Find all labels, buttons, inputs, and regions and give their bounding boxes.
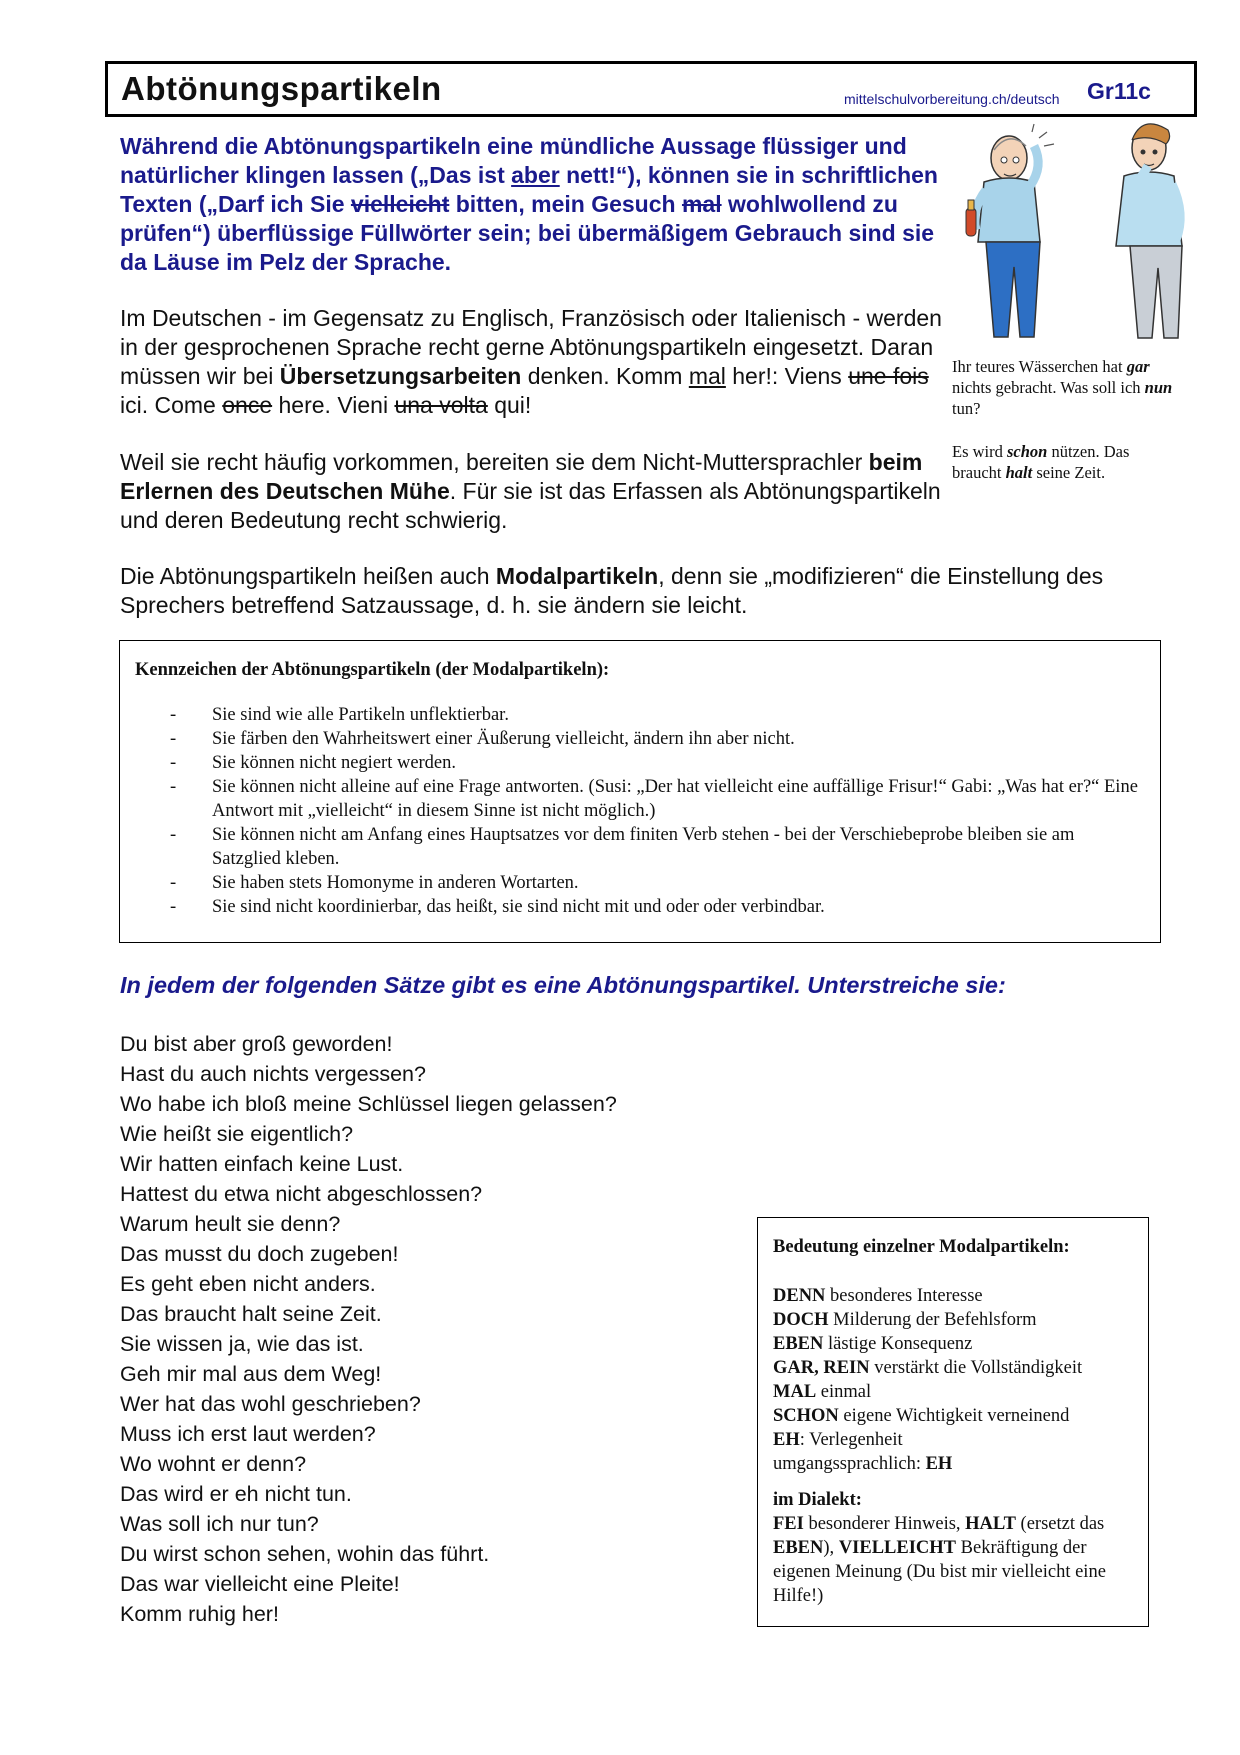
page-title: Abtönungspartikeln — [121, 70, 442, 107]
list-item: Sie wissen ja, wie das ist. — [120, 1332, 364, 1356]
meaning-desc: verstärkt die Vollständigkeit — [869, 1358, 1083, 1378]
meaning-desc: (ersetzt das — [1015, 1514, 1105, 1534]
para-text: Die Abtönungspartikeln heißen auch — [120, 563, 496, 589]
caption-emphasis: gar — [1126, 357, 1150, 376]
para-struck: once — [222, 392, 273, 418]
intro-struck: vielleicht — [350, 191, 450, 217]
caption-text: tun? — [952, 399, 981, 418]
para-bold: Übersetzungsarbeiten — [279, 363, 522, 389]
list-item: Wo habe ich bloß meine Schlüssel liegen gelassen? — [120, 1092, 617, 1116]
meaning-term: DENN — [773, 1286, 826, 1306]
caption-emphasis: halt — [1005, 463, 1033, 482]
list-item: Hast du auch nichts vergessen? — [120, 1062, 426, 1086]
list-item-text: Sie sind wie alle Partikeln unflektierbar. — [212, 705, 509, 725]
intro-underlined: aber — [511, 162, 560, 188]
meaning-term: DOCH — [773, 1310, 829, 1330]
list-item: Das musst du doch zugeben! — [120, 1242, 399, 1266]
dialect-section — [773, 1488, 1138, 1608]
meaning-term: EBEN — [773, 1538, 824, 1558]
bullet: - — [170, 825, 177, 845]
para-text: . Für sie ist das Erfassen als Abtönungspartikeln und deren Bedeutung recht schwierig. — [120, 478, 941, 533]
list-item-text: Sie können nicht am Anfang eines Hauptsatzes vor dem finiten Verb stehen - bei der Verschiebeprobe bleiben sie am Satzglied kleben. — [212, 825, 1075, 869]
list-item: Das wird er eh nicht tun. — [120, 1482, 352, 1506]
para-text: Im Deutschen - im Gegensatz zu Englisch, Französisch oder Italienisch - werden in der gesprochenen Sprache recht gerne Abtönungspartikeln eingesetzt. Daran müssen wir bei — [120, 305, 942, 389]
para-text: her!: Viens — [725, 363, 849, 389]
caption-emphasis: schon — [1007, 442, 1048, 461]
list-item: Muss ich erst laut werden? — [120, 1422, 376, 1446]
list-item: Was soll ich nur tun? — [120, 1512, 319, 1536]
illustration-caption-2 — [952, 441, 1182, 483]
dialect-text — [773, 1512, 1138, 1608]
meaning-entry — [773, 1284, 1133, 1308]
list-item: Es geht eben nicht anders. — [120, 1272, 376, 1296]
list-item: Du bist aber groß geworden! — [120, 1032, 393, 1056]
caption-text: nichts gebracht. Was soll ich — [952, 378, 1145, 397]
source-url: mittelschulvorbereitung.ch/deutsch — [844, 91, 1060, 107]
meaning-entry — [773, 1380, 1133, 1404]
meaning-desc: besonderes Interesse — [825, 1286, 983, 1306]
meaning-desc: Milderung der Befehlsform — [828, 1310, 1037, 1330]
meanings-box — [757, 1217, 1149, 1627]
list-item: Geh mir mal aus dem Weg! — [120, 1362, 382, 1386]
bullet: - — [170, 705, 177, 725]
caption-text: Es wird — [952, 442, 1007, 461]
list-item: Warum heult sie denn? — [120, 1212, 341, 1236]
meaning-desc: ), — [823, 1538, 839, 1558]
exercise-sentences — [120, 1029, 617, 1629]
meaning-desc: : Verlegenheit — [799, 1430, 903, 1450]
intro-struck: mal — [681, 191, 722, 217]
list-item: Wo wohnt er denn? — [120, 1452, 307, 1476]
features-box — [119, 640, 1161, 943]
meaning-entry — [773, 1404, 1133, 1428]
list-item: Das war vielleicht eine Pleite! — [120, 1572, 400, 1596]
caption-text: nützen. Das braucht — [952, 442, 1130, 482]
illustration-caption-1 — [952, 356, 1182, 419]
caption-text: seine Zeit. — [1032, 463, 1106, 482]
list-item-text: Sie haben stets Homonyme in anderen Wortarten. — [212, 873, 579, 893]
para-text: ici. Come — [120, 392, 223, 418]
list-item — [135, 703, 1145, 727]
list-item: Hattest du etwa nicht abgeschlossen? — [120, 1182, 483, 1206]
intro-text: Während die Abtönungspartikeln eine mündliche Aussage flüssiger und natürlicher klingen lassen („Das ist — [120, 133, 907, 188]
list-item — [135, 823, 1145, 871]
features-list — [135, 703, 1145, 919]
bullet: - — [170, 777, 177, 797]
meaning-entry — [773, 1356, 1133, 1380]
meaning-desc: umgangssprachlich: — [773, 1454, 926, 1474]
meaning-desc: einmal — [816, 1382, 872, 1402]
bullet: - — [170, 753, 177, 773]
meaning-term: EBEN — [773, 1334, 824, 1354]
meaning-desc: besonderer Hinweis, — [803, 1514, 966, 1534]
list-item: Komm ruhig her! — [120, 1602, 279, 1626]
meaning-entry — [773, 1428, 1133, 1452]
intro-text: bitten, mein Gesuch — [449, 191, 682, 217]
list-item-text: Sie können nicht alleine auf eine Frage antworten. (Susi: „Der hat vielleicht eine auffällige Frisur!“ Gabi: „Was hat er?“ Eine Antwort mit „vielleicht“ in diesem Sinne ist nicht möglich.) — [212, 777, 1138, 821]
meaning-entry — [773, 1308, 1133, 1332]
list-item: Wie heißt sie eigentlich? — [120, 1122, 354, 1146]
meaning-entry — [773, 1332, 1133, 1356]
paragraph-modal — [120, 562, 1190, 620]
meaning-desc: lästige Konsequenz — [823, 1334, 973, 1354]
bullet: - — [170, 729, 177, 749]
features-title: Kennzeichen der Abtönungspartikeln (der Modalpartikeln): — [135, 660, 610, 680]
meaning-term: EH — [773, 1430, 800, 1450]
meaning-term: VIELLEICHT — [838, 1538, 957, 1558]
meanings-list — [773, 1284, 1133, 1476]
meaning-term: GAR, REIN — [773, 1358, 870, 1378]
cartoon-illustration — [944, 120, 1209, 342]
caption-emphasis: nun — [1144, 378, 1173, 397]
para-bold: beim Erlernen des Deutschen Mühe — [120, 449, 923, 504]
para-struck: una volta — [394, 392, 488, 418]
para-underlined: mal — [688, 363, 726, 389]
class-code: Gr11c — [1087, 78, 1151, 104]
list-item — [135, 895, 1145, 919]
para-text: here. Vieni — [272, 392, 395, 418]
intro-text: nett!“), können sie in schriftlichen Texten („Darf ich Sie — [120, 162, 938, 217]
list-item-text: Sie sind nicht koordinierbar, das heißt, sie sind nicht mit und oder oder verbindbar. — [212, 897, 825, 917]
meaning-desc: eigene Wichtigkeit verneinend — [838, 1406, 1070, 1426]
meaning-term: EH — [925, 1454, 953, 1474]
caption-text: Ihr teures Wässerchen hat — [952, 357, 1127, 376]
list-item: Wir hatten einfach keine Lust. — [120, 1152, 404, 1176]
bald-man-figure — [966, 124, 1054, 337]
list-item-text: Sie färben den Wahrheitswert einer Äußerung vielleicht, ändern ihn aber nicht. — [212, 729, 795, 749]
paragraph-translation — [120, 304, 950, 420]
meaning-term: SCHON — [773, 1406, 839, 1426]
para-struck: une fois — [848, 363, 929, 389]
paragraph-difficulty — [120, 448, 950, 535]
list-item — [135, 775, 1145, 823]
dialect-title: im Dialekt: — [773, 1490, 862, 1510]
header-box — [105, 61, 1197, 117]
meaning-term: MAL — [773, 1382, 817, 1402]
thinking-man-figure — [1116, 124, 1182, 338]
meanings-title: Bedeutung einzelner Modalpartikeln: — [773, 1237, 1070, 1257]
meaning-term: FEI — [773, 1514, 804, 1534]
para-text: denken. Komm — [521, 363, 689, 389]
intro-paragraph — [120, 132, 950, 277]
list-item — [135, 751, 1145, 775]
bullet: - — [170, 873, 177, 893]
list-item-text: Sie können nicht negiert werden. — [212, 753, 457, 773]
meaning-term: HALT — [965, 1514, 1016, 1534]
task-instruction: In jedem der folgenden Sätze gibt es eine Abtönungspartikel. Unterstreiche sie: — [120, 972, 1006, 998]
list-item: Du wirst schon sehen, wohin das führt. — [120, 1542, 490, 1566]
para-text: , denn sie „modifizieren“ die Einstellung des Sprechers betreffend Satzaussage, d. h. sie ändern sie leicht. — [120, 563, 1104, 618]
meaning-entry — [773, 1452, 1133, 1476]
intro-text: wohlwollend zu prüfen“) überflüssige Füllwörter sein; bei übermäßigem Gebrauch sind sie da Läuse im Pelz der Sprache. — [120, 191, 935, 275]
list-item — [135, 871, 1145, 895]
list-item — [135, 727, 1145, 751]
meaning-desc: Bekräftigung der eigenen Meinung (Du bist mir vielleicht eine Hilfe!) — [773, 1538, 1106, 1606]
bullet: - — [170, 897, 177, 917]
list-item: Das braucht halt seine Zeit. — [120, 1302, 382, 1326]
para-bold: Modalpartikeln — [495, 563, 659, 589]
para-text: Weil sie recht häufig vorkommen, bereiten sie dem Nicht-Muttersprachler — [120, 449, 869, 475]
list-item: Wer hat das wohl geschrieben? — [120, 1392, 421, 1416]
para-text: qui! — [487, 392, 532, 418]
